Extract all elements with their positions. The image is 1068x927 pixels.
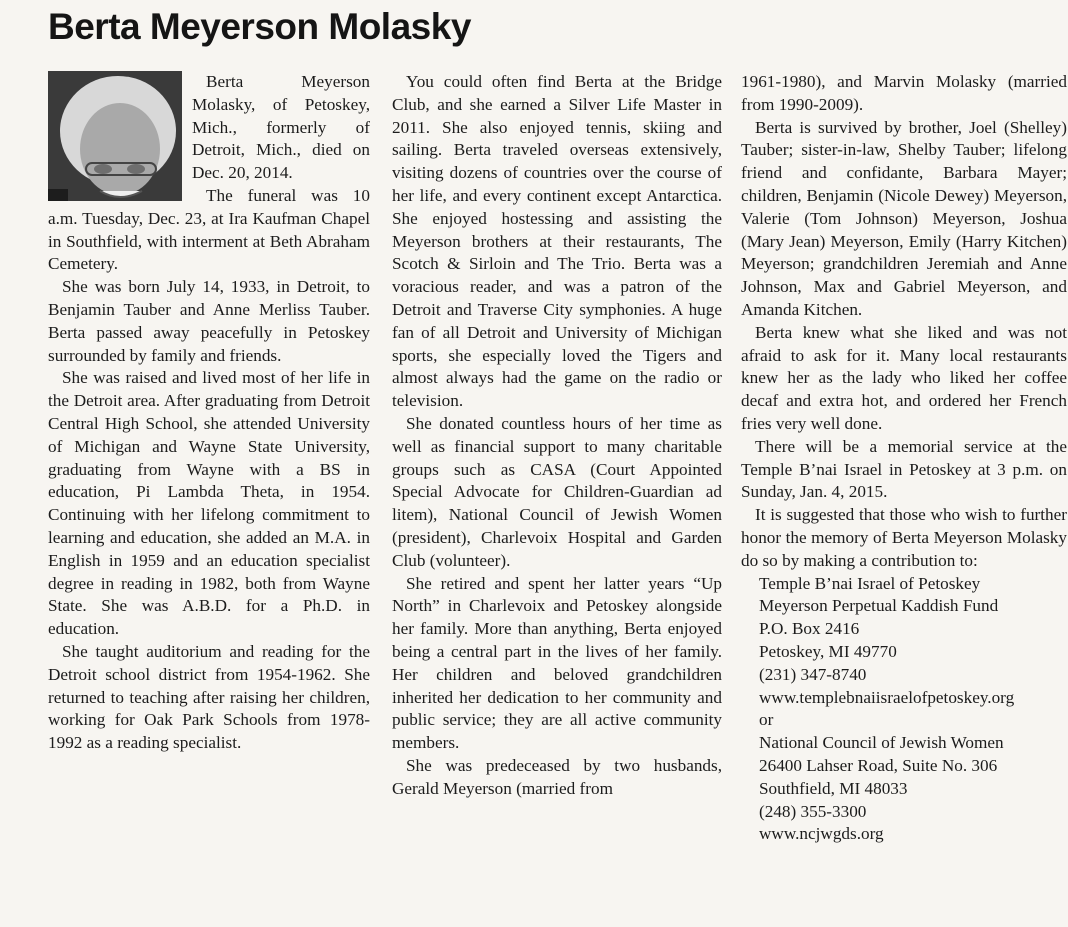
address-phone: (231) 347-8740: [759, 664, 867, 684]
paragraph-memorial-service: There will be a memorial service at the Temple B’nai Israel in Petoskey at 3 p.m. on Sunday, Jan. 4, 2015.: [741, 436, 1067, 502]
paragraph-retirement: She retired and spent her latter years “Up North” in Charlevoix and Petoskey alongside her family. More than anything, Berta enjoyed being a central part in the lives of her family. Her children and beloved grandchildren inherited her dedication to her community and public service; they are all active community members.: [392, 573, 722, 753]
column-2: [392, 71, 722, 801]
address-temple: [741, 573, 1067, 847]
paragraph-funeral: The funeral was 10 a.m. Tuesday, Dec. 23, at Ira Kaufman Chapel in Southfield, with interment at Beth Abraham Cemetery.: [48, 185, 370, 274]
paragraph-death-notice: Berta Meyerson Molasky, of Petoskey, Mich., formerly of Detroit, Mich., died on Dec. 20, 2014.: [192, 72, 370, 183]
address-line: 26400 Lahser Road, Suite No. 306: [759, 755, 998, 775]
paragraph-education: She was raised and lived most of her life in the Detroit area. After graduating from Detroit Central High School, she attended University of Michigan and Wayne State University, graduating from Wayne with a BS in education, Pi Lambda Theta, in 1954. Continuing with her lifelong commitment to learning and education, she added an M.A. in English in 1959 and an education specialist degree in reading in 1982, both from Wayne State. She was A.B.D. for a Ph.D. in education.: [48, 368, 370, 639]
address-website: www.ncjwgds.org: [759, 824, 884, 844]
address-line: Temple B’nai Israel of Petoskey: [759, 573, 981, 593]
paragraph-contributions: It is suggested that those who wish to further honor the memory of Berta Meyerson Molasky do so by making a contribution to:: [741, 505, 1067, 570]
address-line: Petoskey, MI 49770: [759, 641, 897, 661]
paragraph-charity: She donated countless hours of her time as well as financial support to many charitable groups such as CASA (Court Appointed Special Advocate for Children-Guardian ad litem), National Council of Jewish Women (president), Charlevoix Hospital and Garden Club (volunteer).: [392, 413, 722, 570]
address-or: or: [759, 710, 774, 730]
address-line: P.O. Box 2416: [759, 619, 860, 639]
address-phone: (248) 355-3300: [759, 801, 867, 821]
paragraph-hobbies: You could often find Berta at the Bridge Club, and she earned a Silver Life Master in 2011. She also enjoyed tennis, skiing and sailing. Berta traveled overseas extensively, visiting dozens of countries over the course of her life, and every continent except Antarctica. She enjoyed hostessing and assisting the Meyerson brothers at their restaurants, The Scotch & Sirloin and The Trio. Berta was a voracious reader, and was a patron of the Detroit and Traverse City symphonies. A huge fan of all Detroit and University of Michigan sports, she especially loved the Tigers and almost always had the game on the radio or television.: [392, 72, 722, 411]
paragraph-survivors: Berta is survived by brother, Joel (Shelley) Tauber; sister-in-law, Shelby Tauber; lifelong friend and confidante, Barbara Mayer; children, Benjamin (Nicole Dewey) Meyerson, Valerie (Tom Johnson) Meyerson, Joshua (Mary Jean) Meyerson, Emily (Harry Kitchen) Meyerson; grandchildren Jeremiah and Anne Johnson, Max and Gabriel Meyerson, and Amanda Kitchen.: [741, 117, 1067, 319]
paragraph-teaching: She taught auditorium and reading for the Detroit school district from 1954-1962. She returned to teaching after raising her children, working for Oak Park Schools from 1978-1992 as a reading specialist.: [48, 641, 370, 753]
portrait-photo-illustration: [48, 71, 182, 201]
paragraph-personality: Berta knew what she liked and was not afraid to ask for it. Many local restaurants knew her as the lady who liked her coffee decaf and extra hot, and ordered her French fries very well done.: [741, 322, 1067, 433]
paragraph-predeceased-continued: 1961-1980), and Marvin Molasky (married from 1990-2009).: [741, 72, 1067, 114]
address-line: Southfield, MI 48033: [759, 778, 908, 798]
portrait-photo: [48, 71, 182, 201]
address-line: Meyerson Perpetual Kaddish Fund: [759, 596, 999, 616]
address-website: www.templebnaiisraelofpetoskey.org: [759, 687, 1015, 707]
address-line: National Council of Jewish Women: [759, 733, 1004, 753]
paragraph-predeceased: She was predeceased by two husbands, Gerald Meyerson (married from: [392, 755, 722, 798]
paragraph-birth: She was born July 14, 1933, in Detroit, to Benjamin Tauber and Anne Merliss Tauber. Berta passed away peacefully in Petoskey surrounded by family and friends.: [48, 277, 370, 365]
obituary-title: Berta Meyerson Molasky: [48, 6, 471, 47]
column-1: [48, 71, 370, 755]
column-3: [741, 71, 1067, 846]
